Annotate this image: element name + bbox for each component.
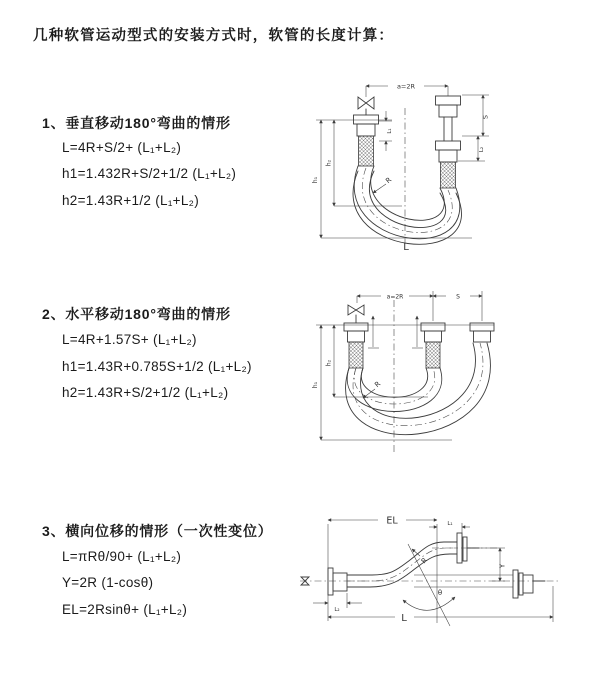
- label-l2: L₂: [334, 607, 340, 613]
- hose-s-curve: [347, 542, 457, 587]
- valve-icon: [358, 97, 374, 109]
- label-s: S: [481, 114, 490, 120]
- radius-theta: [403, 544, 455, 626]
- label-el: EL: [386, 515, 398, 527]
- section-1-formula-h1: h1=1.432R+S/2+1/2 (L₁+L₂): [62, 166, 237, 181]
- label-a2r: a=2R: [386, 293, 404, 301]
- diagram-lateral-displacement: [298, 500, 600, 660]
- section-3-formula-L: L=πRθ/90+ (L₁+L₂): [62, 549, 182, 564]
- label-r: R: [384, 175, 394, 186]
- diagram-vertical-180-bend: [310, 72, 595, 258]
- section-2-heading: 2、水平移动180°弯曲的情形: [42, 306, 231, 322]
- label-l-total: L: [403, 242, 409, 253]
- label-l1: L₁: [387, 128, 393, 134]
- center-axis: [300, 577, 560, 585]
- section-1-formula-L: L=4R+S/2+ (L₁+L₂): [62, 140, 182, 155]
- section-2-formula-L: L=4R+1.57S+ (L₁+L₂): [62, 332, 197, 347]
- section-1-heading: 1、垂直移动180°弯曲的情形: [42, 115, 231, 131]
- label-r: R: [373, 379, 383, 390]
- section-3-formula-EL: EL=2Rsinθ+ (L₁+L₂): [62, 602, 188, 617]
- section-2-formula-h1: h1=1.43R+0.785S+1/2 (L₁+L₂): [62, 359, 252, 374]
- label-y: Y: [498, 563, 507, 569]
- dim-l1: [429, 521, 470, 533]
- diagram-horizontal-180-bend: [308, 283, 595, 462]
- right-pipe-fitting: [436, 96, 461, 188]
- section-1-formula-h2: h2=1.43R+1/2 (L₁+L₂): [62, 193, 200, 208]
- label-a2r: a=2R: [396, 82, 416, 91]
- label-l: L: [401, 613, 407, 624]
- label-theta: θ: [437, 589, 443, 597]
- label-s: S: [456, 293, 460, 301]
- label-l1: L₁: [447, 521, 453, 527]
- label-r: R: [419, 556, 430, 566]
- valve-icon: [348, 305, 364, 315]
- section-3-heading: 3、横向位移的情形（一次性变位）: [42, 523, 273, 539]
- page-title: 几种软管运动型式的安装方式时，软管的长度计算：: [33, 28, 395, 44]
- dim-s-l2: [458, 95, 490, 161]
- section-2-formula-h2: h2=1.43R+S/2+1/2 (L₁+L₂): [62, 385, 229, 400]
- left-flange: [328, 568, 347, 595]
- dim-l1: [379, 111, 393, 151]
- left-pipe-fitting: [344, 305, 368, 368]
- label-h1: h₁: [312, 381, 319, 389]
- dim-a2r: [366, 83, 448, 98]
- label-h2: h₂: [325, 159, 333, 167]
- dim-y: [481, 548, 507, 581]
- middle-pipe-fitting: [421, 323, 445, 368]
- right-pipe-fitting: [470, 323, 494, 342]
- section-3-formula-Y: Y=2R (1-cosθ): [62, 575, 154, 590]
- dim-a2r-s: [357, 291, 482, 321]
- label-h1: h₁: [312, 176, 319, 184]
- left-pipe-fitting: [354, 97, 379, 166]
- label-h2: h₂: [325, 359, 333, 367]
- label-l2: L₂: [479, 146, 485, 153]
- stroke-indicators: [368, 316, 423, 348]
- radius-callout: [373, 176, 393, 193]
- dim-l2: [313, 593, 362, 613]
